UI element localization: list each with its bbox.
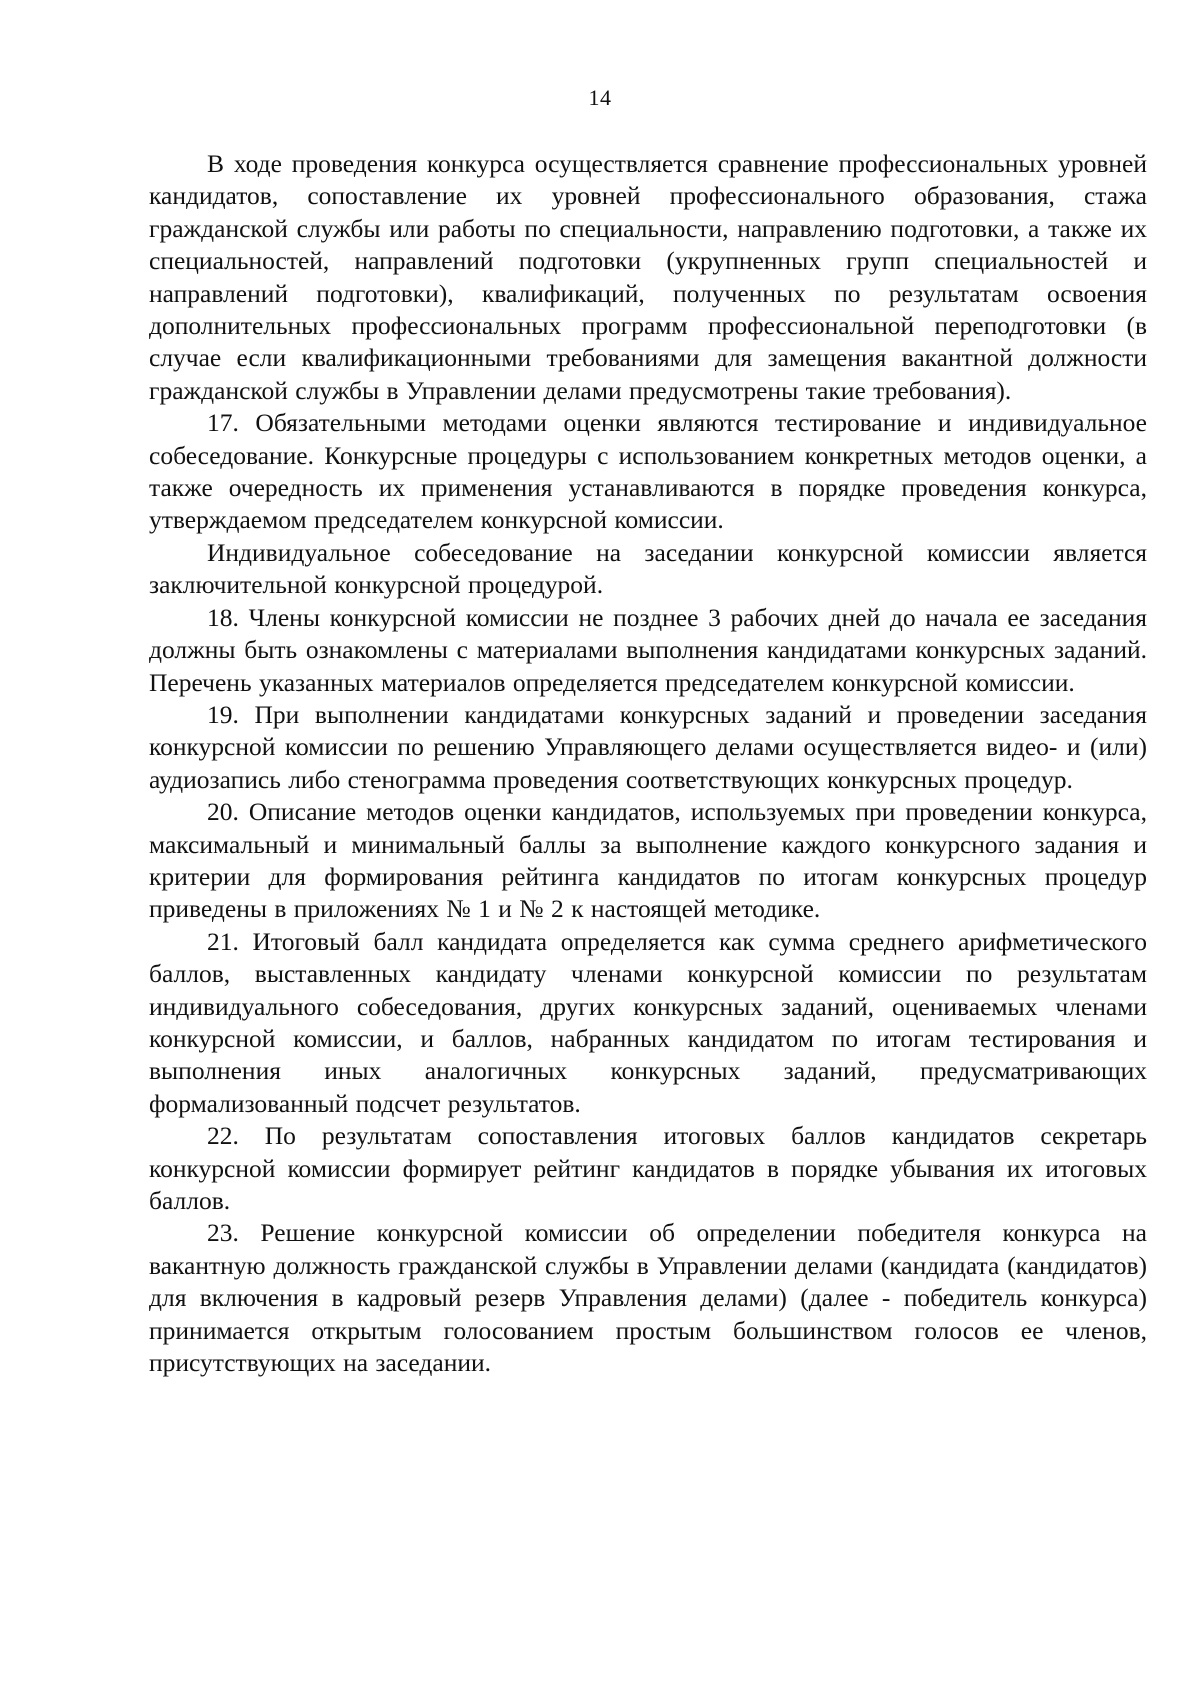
paragraph-19-recording: 19. При выполнении кандидатами конкурсных заданий и проведении заседания конкурсной комиссии по решению Управляющего делами осуществляется видео- и (или) аудиозапись либо стенограмма проведения соответствующих конкурсных процедур. (149, 699, 1147, 794)
paragraph-21-final-score: 21. Итоговый балл кандидата определяется как сумма среднего арифметического баллов, выставленных кандидату членами конкурсной комиссии по результатам индивидуального собеседования, других конкурсных заданий, оцениваемых членами конкурсной комиссии, и баллов, набранных кандидатом по итогам тестирования и выполнения иных аналогичных конкурсных заданий, предусматривающих формализованный подсчет результатов. (149, 926, 1147, 1118)
paragraph-23-commission-decision: 23. Решение конкурсной комиссии об определении победителя конкурса на вакантную должность гражданской службы в Управлении делами (кандидата (кандидатов) для включения в кадровый резерв Управления делами) (далее - победитель конкурса) принимается открытым голосованием простым большинством голосов ее членов, присутствующих на заседании. (149, 1218, 1147, 1378)
paragraph-22-rating: 22. По результатам сопоставления итоговых баллов кандидатов секретарь конкурсной комиссии формирует рейтинг кандидатов в порядке убывания их итоговых баллов. (149, 1121, 1147, 1215)
document-body (149, 148, 1147, 1379)
paragraph-individual-interview: Индивидуальное собеседование на заседании конкурсной комиссии является заключительной конкурсной процедурой. (149, 537, 1147, 600)
paragraph-18-commission-members: 18. Члены конкурсной комиссии не позднее 3 рабочих дней до начала ее заседания должны быть ознакомлены с материалами выполнения кандидатами конкурсных заданий. Перечень указанных материалов определяется председателем конкурсной комиссии. (149, 602, 1147, 697)
paragraph-competition-comparison: В ходе проведения конкурса осуществляется сравнение профессиональных уровней кандидатов, сопоставление их уровней профессионального образования, стажа гражданской службы или работы по специальности, направлению подготовки, а также их специальностей, направлений подготовки (укрупненных групп специальностей и направлений подготовки), квалификаций, полученных по результатам освоения дополнительных профессиональных программ профессиональной переподготовки (в случае если квалификационными требованиями для замещения вакантной должности гражданской службы в Управлении делами предусмотрены такие требования). (149, 149, 1147, 405)
page-number: 14 (588, 85, 612, 110)
paragraph-17-assessment-methods: 17. Обязательными методами оценки являются тестирование и индивидуальное собеседование. Конкурсные процедуры с использованием конкретных методов оценки, а также очередность их применения устанавливаются в порядке проведения конкурса, утверждаемом председателем конкурсной комиссии. (149, 408, 1147, 535)
paragraph-20-methods-description: 20. Описание методов оценки кандидатов, используемых при проведении конкурса, максимальный и минимальный баллы за выполнение каждого конкурсного задания и критерии для формирования рейтинга кандидатов по итогам конкурсных процедур приведены в приложениях № 1 и № 2 к настоящей методике. (149, 797, 1147, 924)
